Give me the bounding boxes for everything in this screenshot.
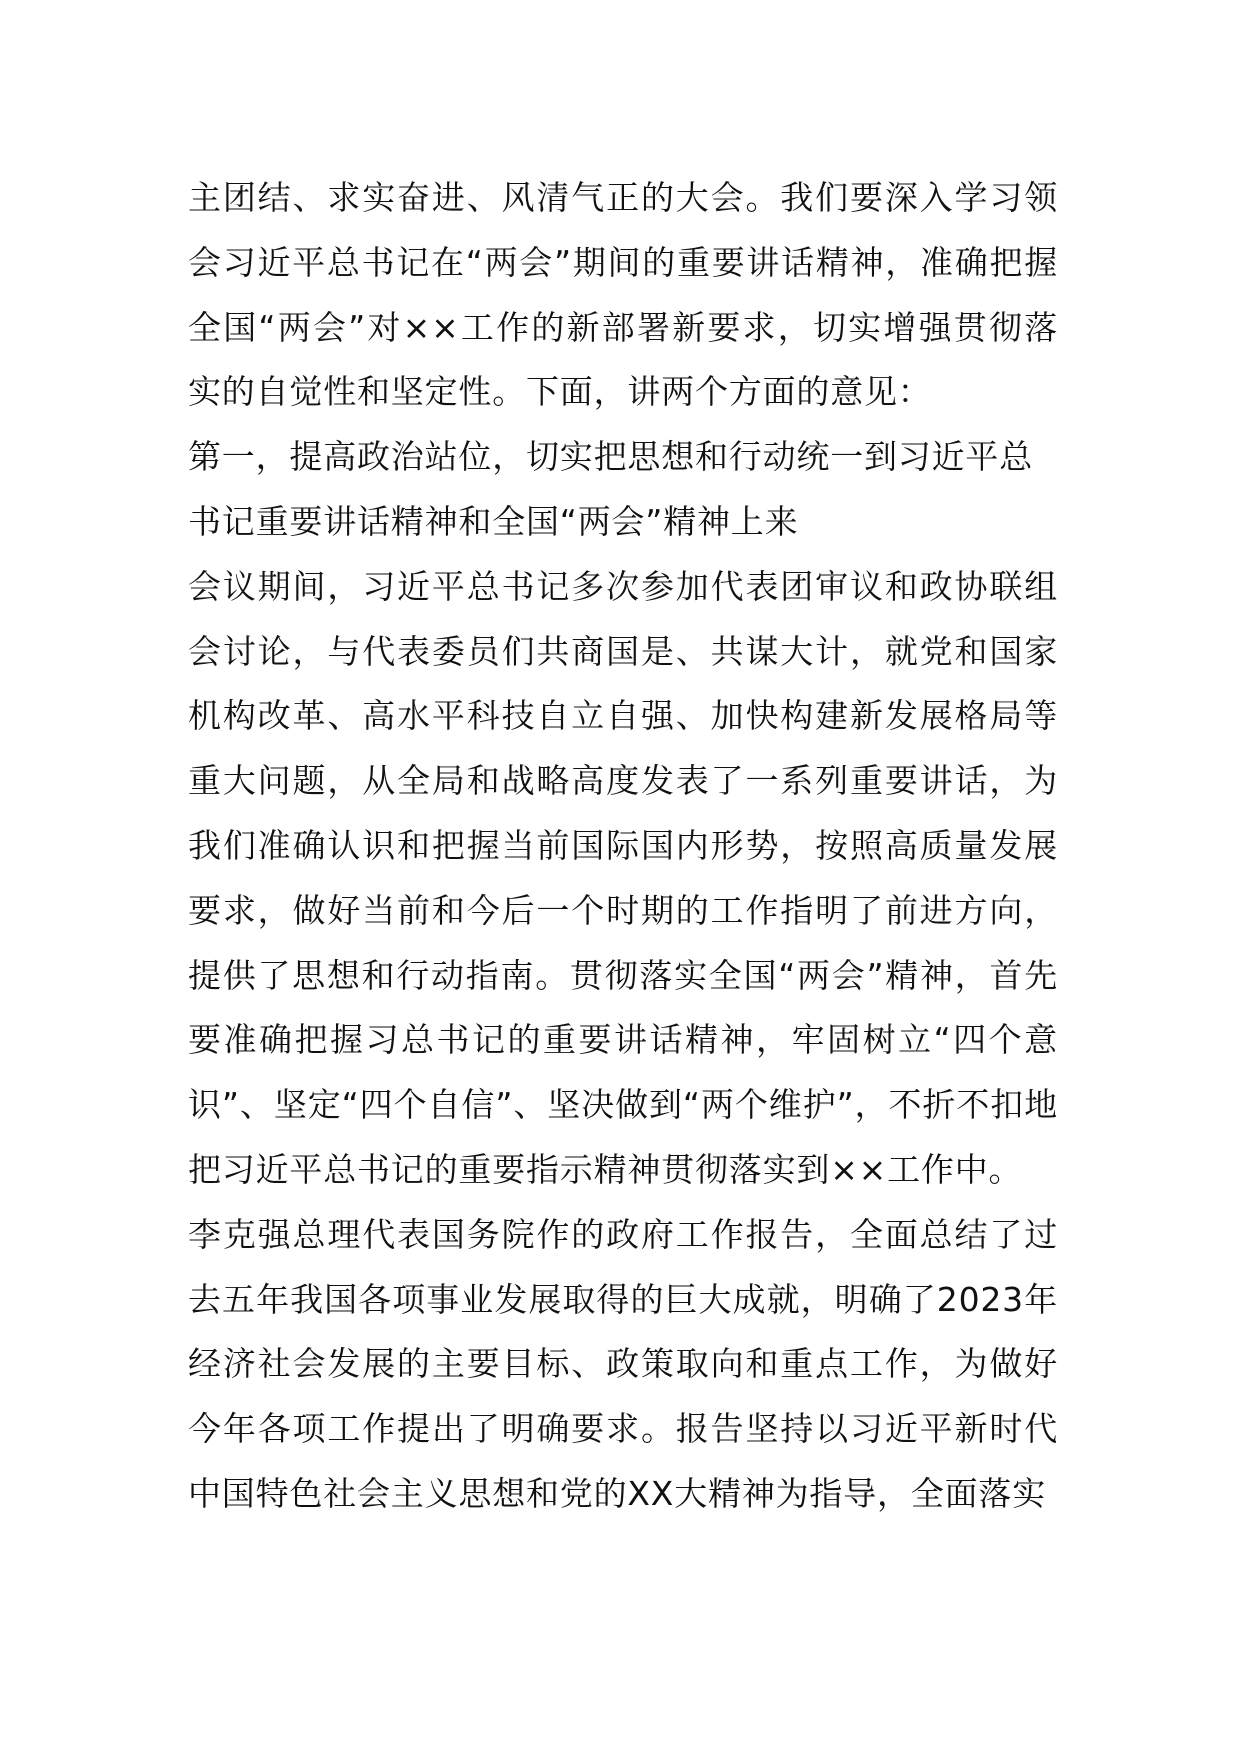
section-heading-first: 第一，提高政治站位，切实把思想和行动统一到习近平总书记重要讲话精神和全国“两会”精神上来 xyxy=(188,437,1033,541)
body-paragraph-intro: 主团结、求实奋进、风清气正的大会。我们要深入学习领会习近平总书记在“两会”期间的重要讲话精神，准确把握全国“两会”对××工作的新部署新要求，切实增强贯彻落实的自觉性和坚定性。下面，讲两个方面的意见： xyxy=(188,178,1058,412)
body-paragraph-report: 李克强总理代表国务院作的政府工作报告，全面总结了过去五年我国各项事业发展取得的巨大成就，明确了2023年经济社会发展的主要目标、政策取向和重点工作，为做好今年各项工作提出了明确要求。报告坚持以习近平新时代中国特色社会主义思想和党的XX大精神为指导，全面落实 xyxy=(188,1214,1058,1513)
document-body xyxy=(188,166,1058,1527)
body-paragraph-meeting: 会议期间，习近平总书记多次参加代表团审议和政协联组会讨论，与代表委员们共商国是、共谋大计，就党和国家机构改革、高水平科技自立自强、加快构建新发展格局等重大问题，从全局和战略高度发表了一系列重要讲话，为我们准确认识和把握当前国际国内形势，按照高质量发展要求，做好当前和今后一个时期的工作指明了前进方向，提供了思想和行动指南。贯彻落实全国“两会”精神，首先要准确把握习总书记的重要讲话精神，牢固树立“四个意识”、坚定“四个自信”、坚决做到“两个维护”，不折不扣地把习近平总书记的重要指示精神贯彻落实到××工作中。 xyxy=(188,566,1058,1189)
